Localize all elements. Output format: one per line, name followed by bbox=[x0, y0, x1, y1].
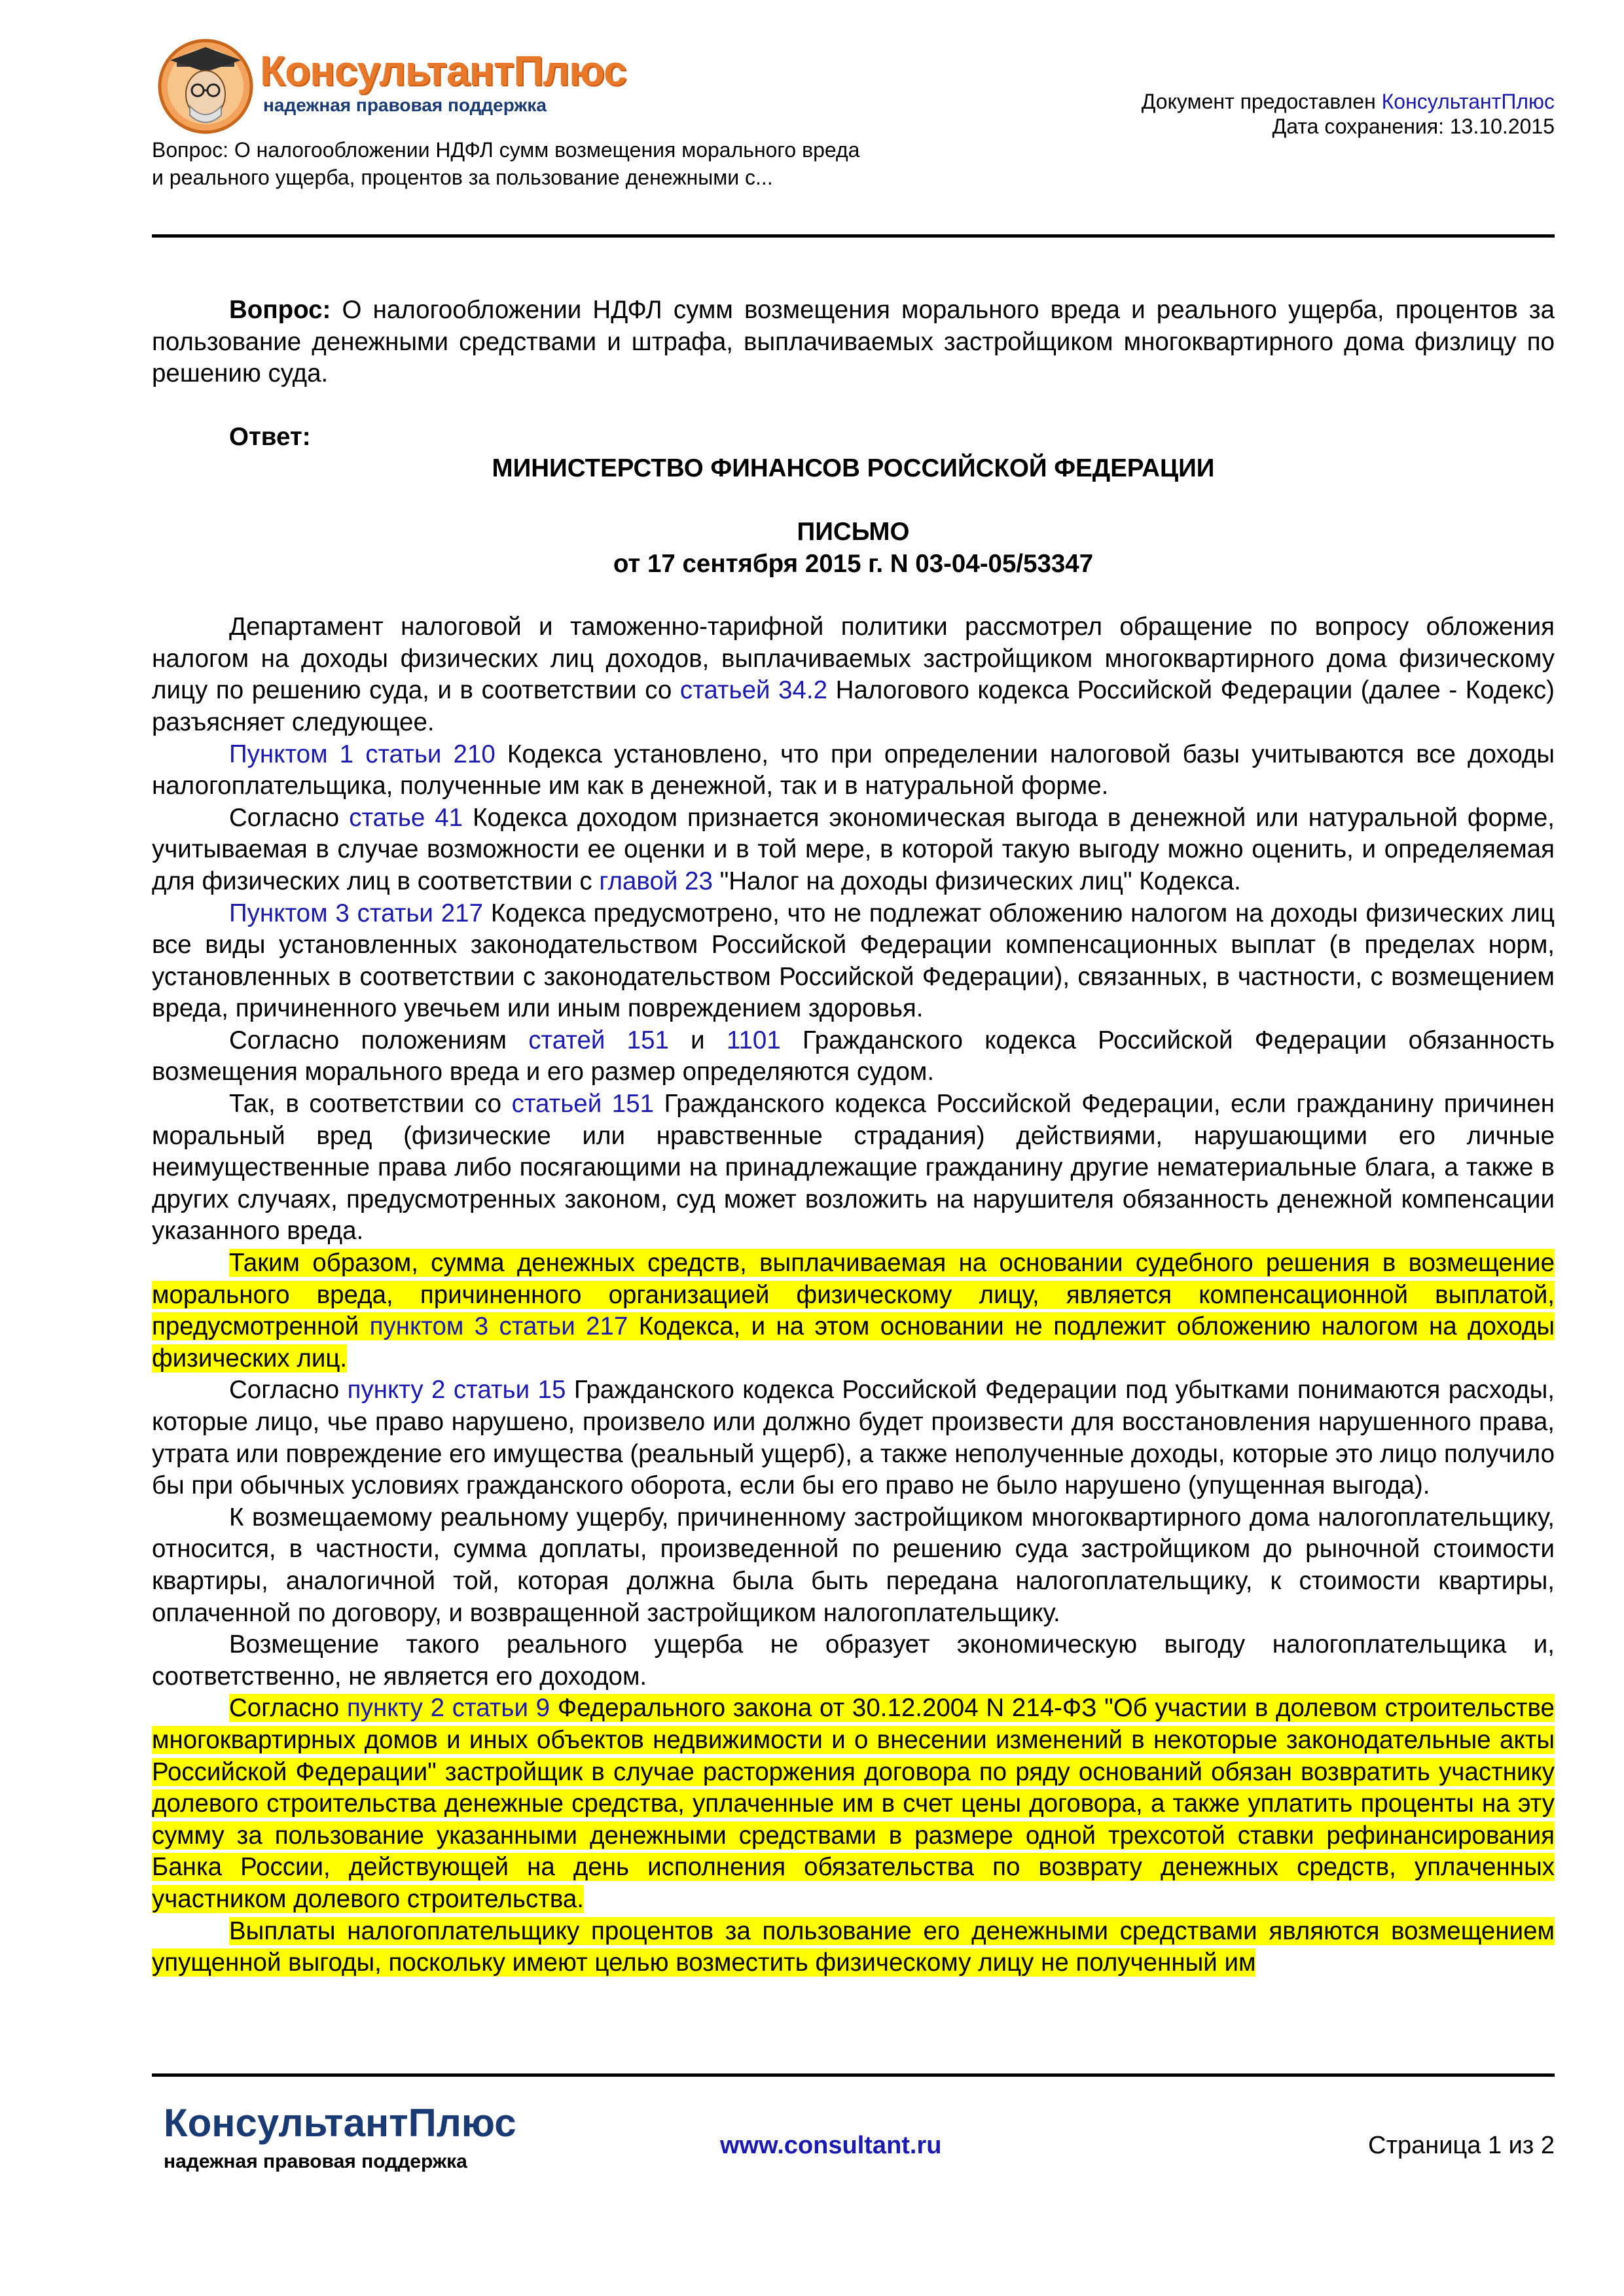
page-number: Страница 1 из 2 bbox=[1368, 2132, 1555, 2159]
law-reference-link[interactable]: пункту 2 статьи 15 bbox=[347, 1376, 566, 1405]
header-title-line: и реального ущерба, процентов за пользование денежными с... bbox=[152, 166, 773, 189]
paragraph-text: Гражданского кодекса Российской Федерации, если гражданину причинен моральный вред (физические или нравственные страдания) действиями, нарушающими его личные неимущественные права либо посягающими на принадлежащие гражданину другие нематериальные блага, а также в других случаях, предусмотренных законом, суд может возложить на нарушителя обязанность денежной компенсации указанного вреда. bbox=[152, 1090, 1555, 1246]
paragraph-text: Согласно положениям bbox=[229, 1026, 529, 1054]
paragraph bbox=[152, 1088, 1555, 1247]
paragraph-text: Кодекса доходом признается экономическая выгода в денежной или натуральной форме, учитываемая в случае возможности ее оценки и в той мере, в которой такую выгоду можно оценить, и определяемая для физических лиц в соответствии с bbox=[152, 803, 1555, 895]
footer-website-link[interactable]: www.consultant.ru bbox=[720, 2132, 942, 2159]
footer-divider bbox=[152, 2073, 1555, 2077]
ministry-heading: МИНИСТЕРСТВО ФИНАНСОВ РОССИЙСКОЙ ФЕДЕРАЦИИ bbox=[492, 454, 1215, 483]
paragraph bbox=[152, 802, 1555, 898]
paragraph-text: "Налог на доходы физических лиц" Кодекса. bbox=[712, 867, 1241, 895]
paragraph bbox=[152, 1502, 1555, 1629]
question-paragraph bbox=[152, 295, 1555, 390]
highlighted-text: Федерального закона от 30.12.2004 N 214-ФЗ "Об участии в долевом строительстве многоквартирных домов и иных объектов недвижимости и о внесении изменений в некоторые законодательные акты Российской Федерации" застройщик в случае расторжения договора по ряду оснований обязан возвратить участнику долевого строительства денежные средства, уплаченные им в счет цены договора, а также уплатить проценты на эту сумму за пользование указанными денежными средствами в размере одной трехсотой ставки рефинансирования Банка России, действующей на день исполнения обязательства по возврату денежных средств, уплаченных участником долевого строительства. bbox=[152, 1694, 1555, 1913]
question-text: О налогообложении НДФЛ сумм возмещения морального вреда и реального ущерба, процентов за пользование денежными средствами и штрафа, выплачиваемых застройщиком многоквартирного дома физлицу по решению суда. bbox=[152, 296, 1555, 388]
law-reference-link[interactable]: статей 151 bbox=[528, 1026, 669, 1054]
footer-tagline: надежная правовая поддержка bbox=[164, 2151, 467, 2172]
paragraph-text: Согласно bbox=[229, 1376, 348, 1405]
paragraph-text: К возмещаемому реальному ущербу, причиненному застройщиком многоквартирного дома налогоплательщику, относится, в частности, сумма доплаты, произведенной по решению суда застройщиком до рыночной стоимости квартиры, аналогичной той, которая должна была быть передана налогоплательщику, к стоимости квартиры, оплаченной по договору, и возвращенной застройщиком налогоплательщику. bbox=[152, 1503, 1555, 1627]
paragraph bbox=[152, 611, 1555, 738]
law-reference-link[interactable]: статьей 151 bbox=[511, 1090, 655, 1119]
law-reference-link[interactable]: статье 41 bbox=[349, 803, 463, 832]
highlighted-text: Кодекса, и на этом основании не подлежит обложению налогом на доходы физических лиц. bbox=[152, 1312, 1555, 1372]
paragraph-text: Возмещение такого реального ущерба не образует экономическую выгоду налогоплательщика и, соответственно, не является его доходом. bbox=[152, 1630, 1555, 1691]
document-provided-by bbox=[1142, 89, 1555, 114]
highlighted-paragraph bbox=[152, 1247, 1555, 1374]
answer-label: Ответ: bbox=[229, 422, 311, 451]
logo-brand-text: КонсультантПлюс bbox=[260, 47, 626, 94]
professor-mascot-icon bbox=[157, 38, 254, 135]
provided-brand-link[interactable]: КонсультантПлюс bbox=[1381, 90, 1555, 113]
highlighted-text: Выплаты налогоплательщику процентов за пользование его денежными средствами являются возмещением упущенной выгоды, поскольку имеют целью возместить физическому лицу не полученный им bbox=[152, 1916, 1555, 1977]
question-label: Вопрос: bbox=[229, 296, 331, 324]
paragraph bbox=[152, 898, 1555, 1025]
paragraph-text: Департамент налоговой и таможенно-тарифной политики рассмотрел обращение по вопросу обложения налогом на доходы физических лиц доходов, выплачиваемых застройщиком многоквартирного дома физическому лицу по решению суда, и в соответствии со bbox=[152, 613, 1555, 705]
law-reference-link[interactable]: Пунктом 3 статьи 217 bbox=[229, 899, 484, 927]
paragraph-text: и bbox=[668, 1026, 727, 1054]
header-divider bbox=[152, 234, 1555, 238]
save-date: Дата сохранения: 13.10.2015 bbox=[1272, 115, 1555, 138]
law-reference-link[interactable]: статьей 34.2 bbox=[679, 676, 828, 705]
law-reference-link[interactable]: пункту 2 статьи 9 bbox=[346, 1694, 550, 1723]
law-reference-link[interactable]: главой 23 bbox=[599, 867, 713, 895]
header-title-line: Вопрос: О налогообложении НДФЛ сумм возмещения морального вреда bbox=[152, 138, 860, 162]
highlighted-paragraph bbox=[152, 1916, 1555, 1979]
footer-brand: КонсультантПлюс bbox=[164, 2101, 516, 2145]
highlighted-paragraph bbox=[152, 1693, 1555, 1915]
paragraph bbox=[152, 1374, 1555, 1501]
document-body bbox=[152, 295, 1555, 1979]
paragraph bbox=[152, 1025, 1555, 1088]
paragraph-text: Гражданского кодекса Российской Федерации обязанность возмещения морального вреда и его размер определяются судом. bbox=[152, 1026, 1555, 1086]
highlighted-text: Согласно bbox=[229, 1694, 347, 1723]
letter-title: ПИСЬМО bbox=[797, 517, 910, 546]
provided-prefix: Документ предоставлен bbox=[1141, 90, 1382, 113]
highlighted-text: Таким образом, сумма денежных средств, выплачиваемая на основании судебного решения в возмещение морального вреда, причиненного организацией физическому лицу, является компенсационной выплатой, предусмотренной bbox=[152, 1249, 1555, 1341]
paragraph bbox=[152, 739, 1555, 802]
letter-date: от 17 сентября 2015 г. N 03-04-05/53347 bbox=[613, 549, 1094, 578]
paragraph-text: Так, в соответствии со bbox=[229, 1090, 512, 1119]
law-reference-link[interactable]: Пунктом 1 статьи 210 bbox=[229, 740, 496, 768]
header-document-title bbox=[152, 136, 937, 191]
paragraph-text: Налогового кодекса Российской Федерации (далее - Кодекс) разъясняет следующее. bbox=[152, 676, 1555, 736]
paragraph-text: Согласно bbox=[229, 803, 350, 832]
paragraph-text: Кодекса предусмотрено, что не подлежат обложению налогом на доходы физических лиц все виды установленных законодательством Российской Федерации компенсационных выплат (в пределах норм, установленных в соответствии с законодательством Российской Федерации), связанных, в частности, с возмещением вреда, причиненного увечьем или иным повреждением здоровья. bbox=[152, 899, 1555, 1023]
logo-tagline: надежная правовая поддержка bbox=[263, 95, 547, 115]
paragraph-text: Кодекса установлено, что при определении налоговой базы учитываются все доходы налогоплательщика, полученные им как в денежной, так и в натуральной форме. bbox=[152, 740, 1555, 800]
law-reference-link[interactable]: 1101 bbox=[726, 1026, 781, 1054]
paragraph bbox=[152, 1629, 1555, 1693]
law-reference-link[interactable]: пунктом 3 статьи 217 bbox=[369, 1312, 628, 1341]
consultant-logo bbox=[152, 34, 626, 132]
paragraph-text: Гражданского кодекса Российской Федерации под убытками понимаются расходы, которые лицо, чье право нарушено, произвело или должно будет произвести для восстановления нарушенного права, утрата или повреждение его имущества (реальный ущерб), а также неполученные доходы, которые это лицо получило бы при обычных условиях гражданского оборота, если бы его право не было нарушено (упущенная выгода). bbox=[152, 1376, 1555, 1500]
